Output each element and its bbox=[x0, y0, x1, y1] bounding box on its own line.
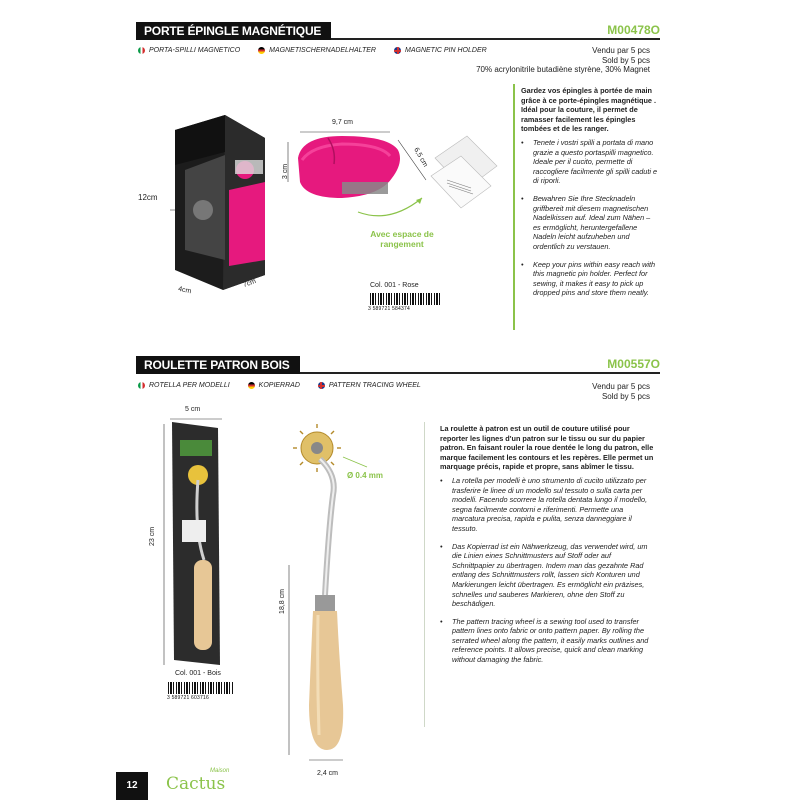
color-label: Col. 001 - Rose bbox=[370, 282, 419, 289]
tool-width-label: 2,4 cm bbox=[317, 770, 339, 777]
product-title: PORTE ÉPINGLE MAGNÉTIQUE bbox=[136, 22, 331, 40]
description-de: • Das Kopierrad ist ein Nähwerkzeug, das verwendet wird, um die Linien eines Schnittmusters auf Stoff oder auf Schnittpapier zu übertragen. Indem man das gezahnte Rad entlang des Schnittmusters rollt, lassen sich Konturen und Markierungen leicht übertragen. Es ermöglicht ein präzises, schnelles und sauberes Markieren, ohne den Stoff zu beschädigen. bbox=[440, 542, 654, 609]
germany-flag-icon bbox=[248, 382, 255, 389]
label-italian: PORTA-SPILLI MAGNETICO bbox=[149, 47, 241, 54]
description-en: • Keep your pins within easy reach with this magnetic pin holder. Perfect for sewing, it makes it easy to pick up dropped pins and store them neatly. bbox=[521, 260, 659, 298]
package-depth-label: 4cm bbox=[177, 285, 192, 296]
section-header-tracing-wheel bbox=[136, 356, 660, 374]
description-fr: La roulette à patron est un outil de couture utilisé pour reporter les lignes d'un patron sur le tissu ou sur du papier patron. En faisant rouler la roue dentée le long du patron, elle marque facilement les contours et les repères. Elle permet un marquage précis, rapide et propre, sans abîmer le tissu. bbox=[440, 424, 654, 472]
translations-row bbox=[138, 47, 487, 54]
brand-logo: Cactus bbox=[166, 774, 226, 794]
label-german: KOPIERRAD bbox=[258, 382, 300, 389]
description-it: • Tenete i vostri spilli a portata di mano grazie a questo portaspilli magnetico. Ideale per il cucito, permette di raccogliere facilmente gli spilli caduti e di riporli. bbox=[521, 138, 659, 186]
description-block bbox=[521, 86, 659, 306]
description-fr: Gardez vos épingles à portée de main grâce à ce porte-épingles magnétique . Idéal pour la couture, il permet de ramasser facilement les épingles tombées et de les ranger. bbox=[521, 86, 657, 134]
uk-flag-icon bbox=[394, 47, 401, 54]
color-label: Col. 001 - Bois bbox=[175, 670, 221, 677]
wheel-diameter-label: Ø 0.4 mm bbox=[346, 471, 383, 480]
pack-height-label: 23 cm bbox=[149, 526, 157, 547]
tool-height-label: 18,8 cm bbox=[278, 589, 286, 614]
description-en: • The pattern tracing wheel is a sewing tool used to transfer pattern lines onto fabric or onto pattern paper. By rolling the serrated wheel along the pattern, it easily marks outlines and reference points. It allows precise, quick and clean marking without damaging the fabric. bbox=[440, 617, 654, 665]
product-reference: M00478O bbox=[607, 23, 660, 37]
germany-flag-icon bbox=[258, 47, 265, 54]
cushion-height-label: 3 cm bbox=[282, 163, 290, 180]
label-german: MAGNETISCHERNADELHALTER bbox=[269, 47, 376, 54]
sales-info bbox=[592, 382, 650, 401]
barcode-image bbox=[168, 682, 234, 694]
translations-row bbox=[138, 382, 421, 389]
storage-label: Avec espace de rangement bbox=[370, 229, 434, 249]
barcode-number: 3 589721 603716 bbox=[167, 695, 209, 701]
description-rule bbox=[513, 84, 515, 330]
storage-box-image bbox=[425, 128, 505, 213]
cushion-width-label: 9,7 cm bbox=[332, 119, 354, 126]
page-number: 12 bbox=[116, 772, 148, 800]
pin-holder-package-image bbox=[165, 110, 280, 295]
product-title: ROULETTE PATRON BOIS bbox=[136, 356, 300, 374]
pack-width-label: 5 cm bbox=[185, 406, 201, 413]
sold-by-en: Sold by 5 pcs bbox=[601, 391, 650, 401]
barcode-number: 3 589721 584374 bbox=[368, 306, 410, 312]
pin-holder-product-image bbox=[280, 120, 440, 240]
description-de: • Bewahren Sie Ihre Stecknadeln griffbereit mit diesem magnetischen Nadelkissen auf. Ideal zum Nähen – es ermöglicht, heruntergefallene Nadeln leicht aufzuheben und ordentlich zu verstauen. bbox=[521, 194, 659, 252]
tracing-wheel-package-image bbox=[160, 420, 230, 670]
uk-flag-icon bbox=[318, 382, 325, 389]
barcode-image bbox=[370, 293, 440, 305]
label-english: MAGNETIC PIN HOLDER bbox=[405, 47, 487, 54]
material-info: 70% acrylonitrile butadiène styrène, 30% Magnet bbox=[476, 65, 650, 74]
sold-by-en: Sold by 5 pcs bbox=[601, 55, 650, 65]
product-reference: M00557O bbox=[607, 357, 660, 371]
sales-info bbox=[476, 46, 650, 75]
description-block bbox=[440, 424, 654, 673]
description-it: • La rotella per modelli è uno strumento di cucito utilizzato per trasferire le linee di un modello sul tessuto o sulla carta per modelli. Facendo scorrere la rotella dentata lungo il modello, segna facilmente contorni e riferimenti. Permette una marcatura precisa, rapida e pulita, senza danneggiare il tessuto. bbox=[440, 476, 654, 534]
package-height-label: 12cm bbox=[138, 193, 158, 202]
sold-by-fr: Vendu par 5 pcs bbox=[592, 382, 650, 391]
section-header-pin-holder bbox=[136, 22, 660, 40]
italy-flag-icon bbox=[138, 382, 145, 389]
brand-prefix: Maison bbox=[210, 768, 230, 774]
label-italian: ROTELLA PER MODELLI bbox=[149, 382, 230, 389]
tracing-wheel-product-image bbox=[285, 415, 405, 765]
package-width-label: 7cm bbox=[242, 277, 258, 290]
cushion-depth-label: 6,5 cm bbox=[412, 146, 429, 169]
description-rule bbox=[424, 422, 425, 727]
sold-by-fr: Vendu par 5 pcs bbox=[592, 46, 650, 55]
italy-flag-icon bbox=[138, 47, 145, 54]
label-english: PATTERN TRACING WHEEL bbox=[328, 382, 421, 389]
